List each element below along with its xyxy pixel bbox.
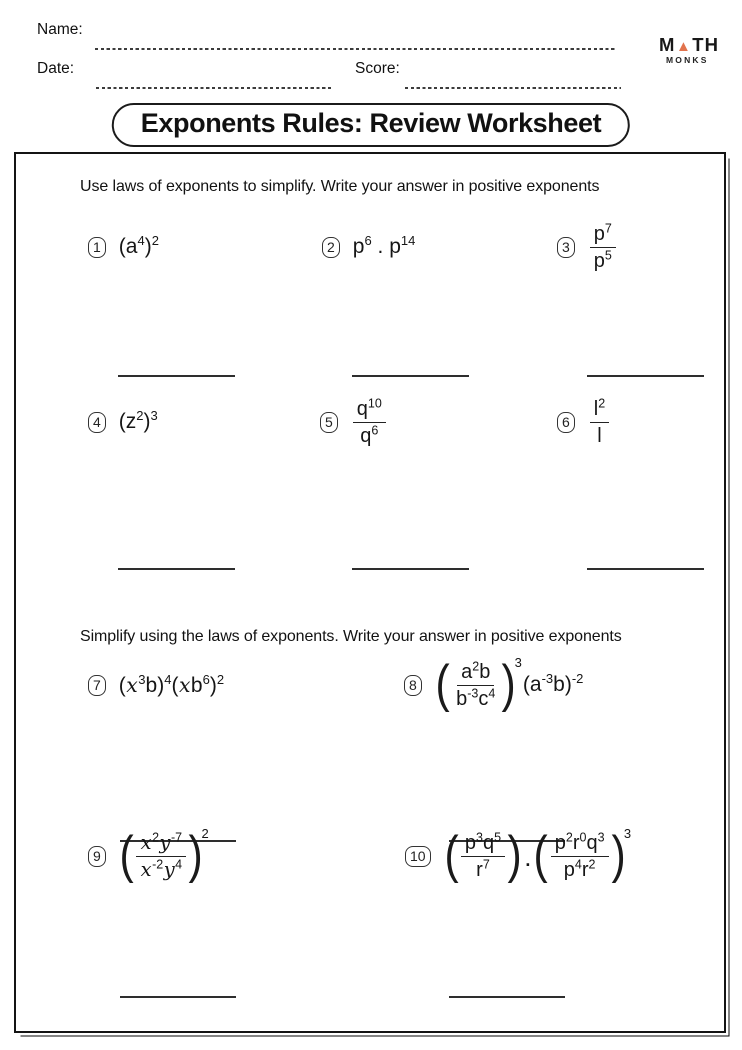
answer-line-4: [118, 568, 235, 570]
logo-subtitle: MONKS: [666, 54, 709, 65]
big-paren: ): [188, 826, 203, 885]
big-paren: (: [533, 826, 549, 885]
fraction: $\frac{p^3q^5}{r^7}$: [461, 831, 505, 882]
worksheet-title: Exponents Rules: Review Worksheet: [112, 103, 630, 147]
problem-10-number: 10: [405, 846, 431, 867]
logo-letter-m: M: [659, 34, 676, 55]
problem-1-number: 1: [88, 237, 106, 258]
big-paren: ): [501, 655, 517, 714]
problem-5-number: 5: [320, 412, 338, 433]
problem-7: [88, 654, 224, 716]
multiplication-dot: .: [525, 849, 531, 870]
problem-2: [322, 212, 415, 282]
problem-3-expression: [588, 222, 618, 273]
logo-wordmark: [648, 36, 730, 55]
problem-7-number: 7: [88, 675, 106, 696]
problem-1-expression: [119, 235, 159, 259]
answer-line-2: [352, 375, 469, 377]
problem-9-expression: ( $\frac{x^2y^{-7}}{x^{-2}y^4}$ ) 2: [119, 825, 209, 885]
problem-6-expression: [588, 397, 611, 448]
name-fill-line: [95, 48, 617, 50]
problem-8: [404, 654, 583, 716]
answer-line-6: [587, 568, 704, 570]
problem-3-number: 3: [557, 237, 575, 258]
big-paren: (: [119, 826, 134, 885]
problem-4-number: 4: [88, 412, 106, 433]
problem-7-expression: [119, 673, 224, 698]
section-2-instruction: Simplify using the laws of exponents. Write your answer in positive exponents: [80, 628, 622, 645]
problem-2-number: 2: [322, 237, 340, 258]
answer-line-3: [587, 375, 704, 377]
math-text: $(x^3b)^4(xb^6)^2$: [118, 671, 225, 697]
problem-5: [320, 382, 388, 462]
fraction: $\frac{x^2y^{-7}}{x^{-2}y^4}$: [136, 831, 186, 882]
problem-4: [88, 382, 158, 462]
answer-line-9: [120, 996, 236, 998]
score-label: Score:: [355, 60, 400, 77]
problem-10: [405, 816, 632, 896]
problem-6-number: 6: [557, 412, 575, 433]
fraction: $\frac{a^2b}{b^{-3}c^4}$: [456, 658, 496, 710]
math-text: $p^6$ . $p^{14}$: [352, 233, 416, 258]
fraction: $\frac{q^{10}}{q^6}$: [353, 397, 386, 448]
problem-1: [88, 212, 159, 282]
problem-6: [557, 382, 611, 462]
answer-line-1: [118, 375, 235, 377]
date-label: Date:: [37, 60, 75, 77]
problem-10-expression: ( $\frac{p^3q^5}{r^7}$ ) . ( $\frac{p^2r^0q^3}{p^4r^2}$ ) 3: [444, 825, 632, 885]
math-text: $(a^4)^2$: [118, 233, 159, 258]
problem-8-expression: ( $\frac{a^2b}{b^{-3}c^4}$ ) 3 $(a^{-3}b)^{-2}$: [435, 654, 584, 714]
problem-3: [557, 212, 618, 282]
problem-2-expression: [353, 235, 416, 259]
logo-letters-th: TH: [692, 34, 719, 55]
problem-8-number: 8: [404, 675, 422, 696]
problem-9: [88, 816, 210, 896]
math-text: $(z^2)^3$: [118, 408, 158, 433]
big-paren: (: [444, 826, 459, 885]
date-fill-line: [96, 87, 331, 89]
problem-9-number: 9: [88, 846, 106, 867]
fraction: $\frac{p^7}{p^5}$: [590, 222, 616, 273]
big-paren: ): [507, 826, 522, 885]
math-monks-logo: [648, 36, 730, 64]
problem-4-expression: [119, 410, 158, 434]
fraction: $\frac{p^2r^0q^3}{p^4r^2}$: [551, 831, 609, 882]
problem-5-expression: [351, 397, 388, 448]
math-text: $(a^{-3}b)^{-2}$: [522, 671, 584, 696]
fraction: $\frac{l^2}{l}$: [590, 397, 609, 448]
section-1-instruction: Use laws of exponents to simplify. Write your answer in positive exponents: [80, 178, 600, 195]
big-paren: (: [435, 655, 450, 714]
answer-line-5: [352, 568, 469, 570]
answer-line-10: [449, 996, 565, 998]
score-fill-line: [405, 87, 621, 89]
big-paren: ): [611, 826, 626, 885]
name-label: Name:: [37, 21, 83, 38]
worksheet-body: [14, 152, 726, 1033]
logo-triangle-icon: ▲: [675, 37, 692, 55]
